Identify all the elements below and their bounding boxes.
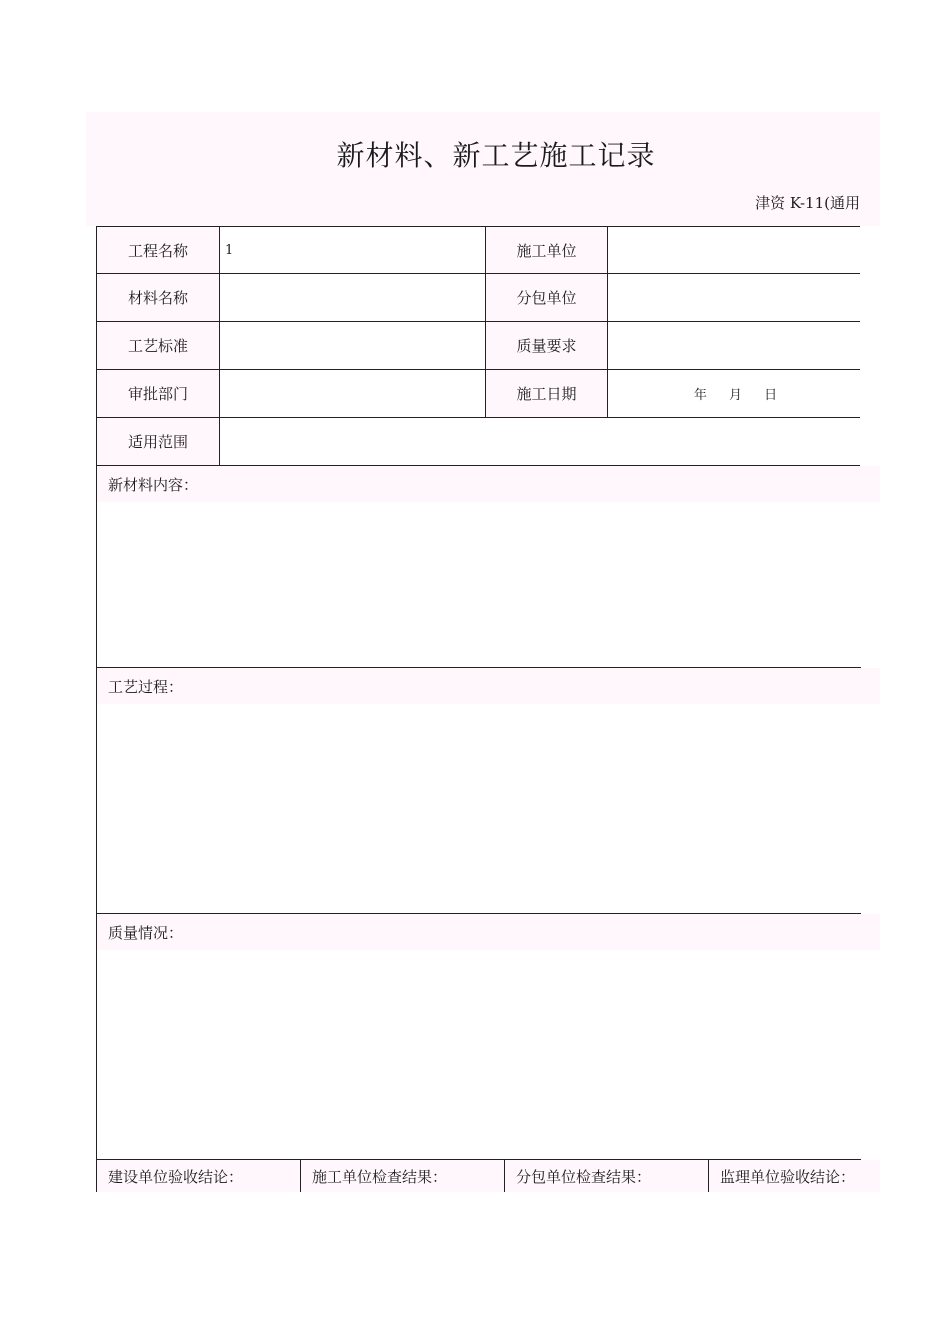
approval-dept-field[interactable] <box>219 370 485 418</box>
table-row <box>96 274 860 322</box>
process-standard-field[interactable] <box>219 322 485 370</box>
material-name-field[interactable] <box>219 274 485 322</box>
table-row <box>96 322 860 370</box>
scope-field[interactable] <box>219 418 860 466</box>
table-row <box>96 226 860 274</box>
table-row <box>96 418 860 466</box>
signature-row <box>96 1160 880 1192</box>
process-section[interactable] <box>96 668 880 914</box>
title-band <box>86 112 880 226</box>
quality-requirement-field[interactable] <box>607 322 860 370</box>
construction-unit-field[interactable] <box>607 226 860 274</box>
material-content-label: 新材料内容： <box>97 466 880 502</box>
label-material-name: 材料名称 <box>96 274 219 322</box>
label-scope: 适用范围 <box>96 418 219 466</box>
label-subcontract-unit: 分包单位 <box>485 274 607 322</box>
quality-label: 质量情况： <box>97 914 880 950</box>
construction-date-field[interactable]: 年 月 日 <box>607 370 860 418</box>
material-content-section[interactable] <box>96 466 880 668</box>
form-sheet <box>86 112 880 1212</box>
owner-conclusion[interactable]: 建设单位验收结论： <box>96 1160 300 1192</box>
label-approval-dept: 审批部门 <box>96 370 219 418</box>
label-quality-requirement: 质量要求 <box>485 322 607 370</box>
label-construction-date: 施工日期 <box>485 370 607 418</box>
project-name-field[interactable]: 1 <box>219 226 485 274</box>
quality-section[interactable] <box>96 914 880 1160</box>
contractor-check[interactable]: 施工单位检查结果： <box>300 1160 504 1192</box>
page-title: 新材料、新工艺施工记录 <box>336 139 656 172</box>
process-label: 工艺过程： <box>97 668 880 704</box>
supervisor-conclusion[interactable]: 监理单位验收结论： <box>708 1160 880 1192</box>
label-project-name: 工程名称 <box>96 226 219 274</box>
subcontract-unit-field[interactable] <box>607 274 860 322</box>
subcontractor-check[interactable]: 分包单位检查结果： <box>504 1160 708 1192</box>
label-process-standard: 工艺标准 <box>96 322 219 370</box>
table-row <box>96 370 860 418</box>
form-code: 津资 K-11(通用 <box>755 194 860 212</box>
label-construction-unit: 施工单位 <box>485 226 607 274</box>
